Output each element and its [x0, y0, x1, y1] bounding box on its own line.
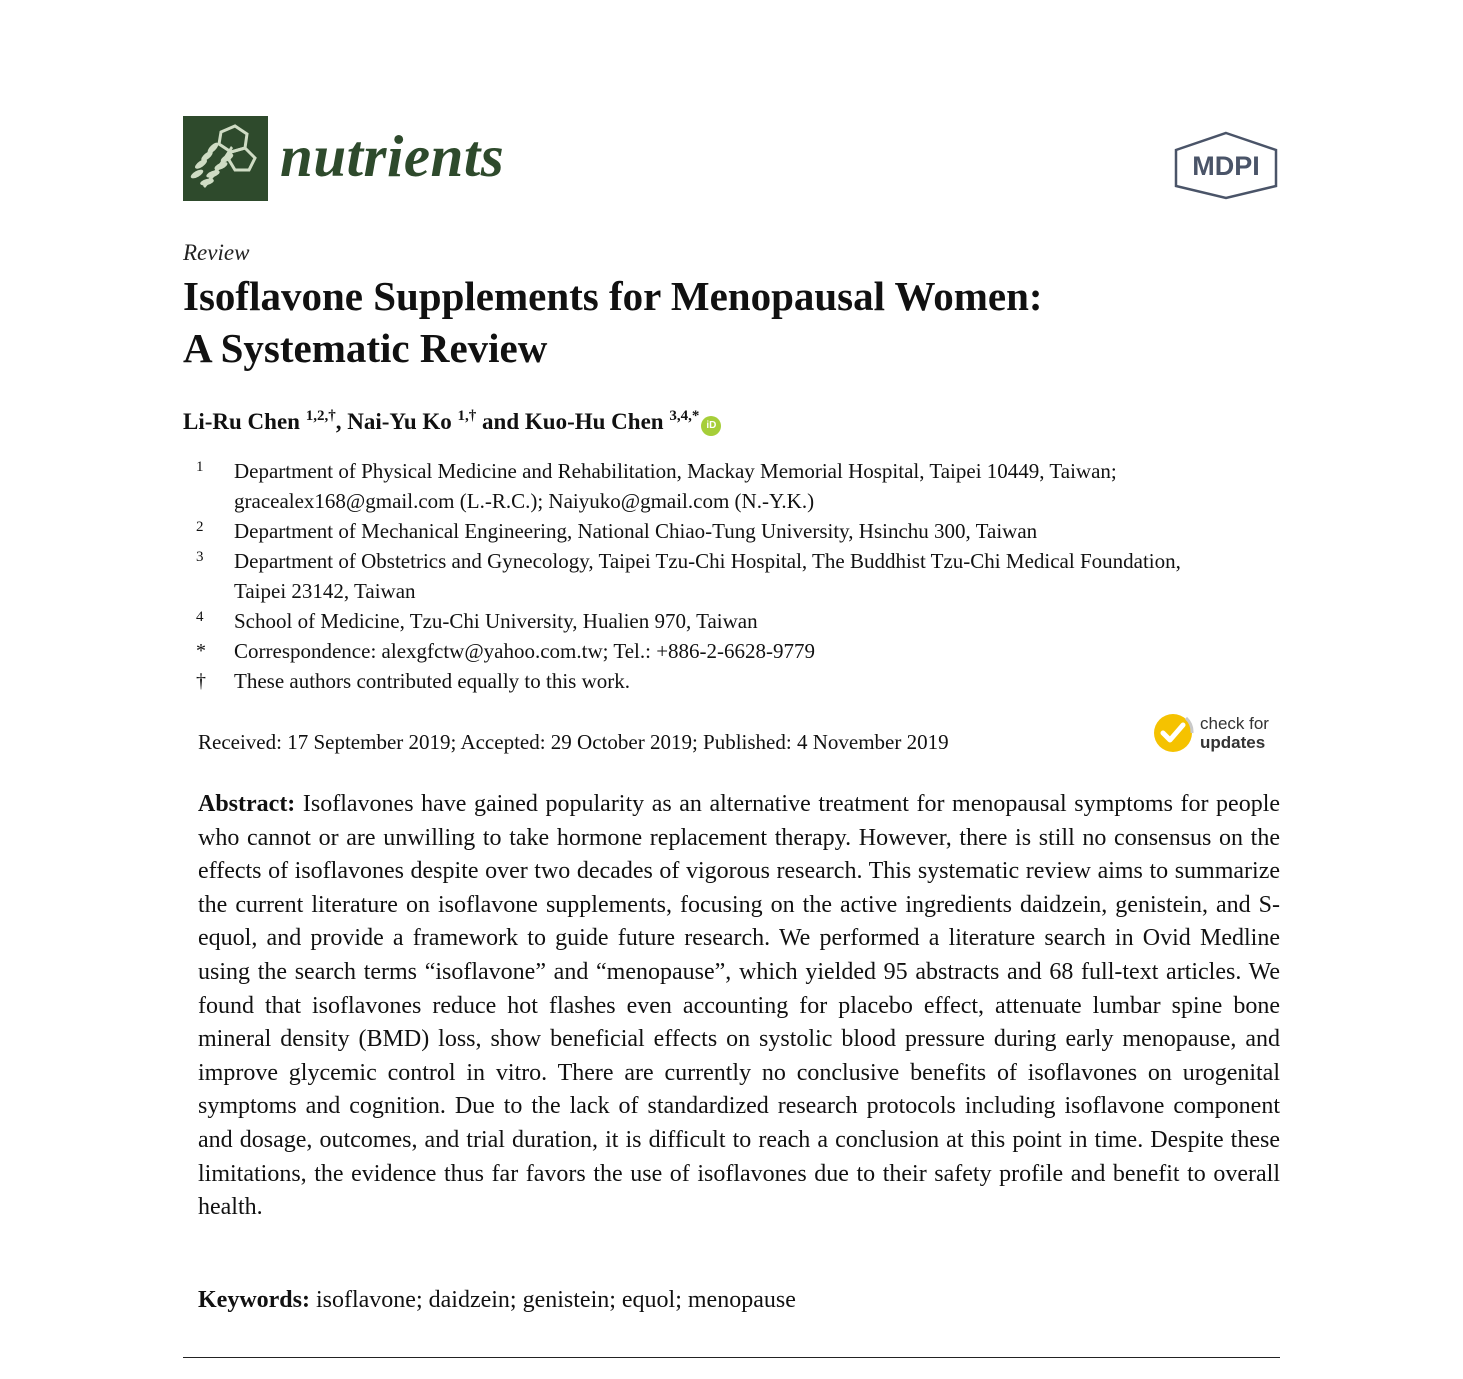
- check-for-updates-button[interactable]: [1152, 712, 1282, 758]
- affiliation-marker: †: [196, 670, 206, 692]
- journal-name: nutrients: [280, 123, 505, 189]
- section-divider: [183, 1357, 1280, 1358]
- keywords-label: Keywords:: [198, 1287, 310, 1313]
- author-affiliation-ref: 1,†: [457, 408, 477, 424]
- author-affiliation-ref: 1,2,†: [305, 408, 336, 424]
- affiliation-marker: 1: [196, 459, 204, 475]
- affiliation-item: [196, 606, 1286, 636]
- title-line-2: A Systematic Review: [183, 325, 548, 371]
- check-updates-line1: check for: [1200, 714, 1269, 733]
- journal-logo-icon: [183, 116, 268, 201]
- affiliation-item: [196, 546, 1286, 606]
- author-affiliation-ref: 3,4,*: [669, 408, 700, 424]
- affiliation-marker: 3: [196, 549, 204, 565]
- affiliation-item: [196, 666, 1286, 696]
- author-name[interactable]: Kuo-Hu Chen: [524, 409, 664, 434]
- abstract-label: Abstract:: [198, 791, 296, 817]
- abstract: [198, 788, 1280, 1225]
- affiliation-marker: 2: [196, 519, 204, 535]
- article-title: [183, 270, 1283, 374]
- affiliation-text: Department of Mechanical Engineering, National Chiao-Tung University, Hsinchu 300, Taiwan: [234, 519, 1038, 543]
- affiliation-item: [196, 516, 1286, 546]
- affiliation-marker: 4: [196, 609, 204, 625]
- affiliation-text: Department of Physical Medicine and Rehabilitation, Mackay Memorial Hospital, Taipei 10449, Taiwan; gracealex168@gmail.com (L.-R.C.); Naiyuko@gmail.com (N.-Y.K.): [234, 459, 1117, 513]
- affiliation-list: [196, 456, 1286, 696]
- author-name[interactable]: Nai-Yu Ko: [347, 409, 452, 434]
- author-separator: and: [476, 409, 525, 434]
- article-type: Review: [183, 240, 250, 265]
- author-name[interactable]: Li-Ru Chen: [183, 409, 300, 434]
- affiliation-text: Department of Obstetrics and Gynecology, Taipei Tzu-Chi Hospital, The Buddhist Tzu-Chi Medical Foundation, Taipei 23142, Taiwan: [234, 549, 1181, 603]
- affiliation-item: [196, 456, 1286, 516]
- correspondence-text: Correspondence: alexgfctw@yahoo.com.tw; Tel.: +886-2-6628-9779: [234, 639, 816, 663]
- affiliation-marker: *: [196, 640, 206, 662]
- keywords: [198, 1287, 796, 1314]
- publisher-name: MDPI: [1192, 151, 1260, 181]
- keywords-text: isoflavone; daidzein; genistein; equol; menopause: [315, 1287, 796, 1313]
- affiliation-text: School of Medicine, Tzu-Chi University, Hualien 970, Taiwan: [234, 609, 758, 633]
- check-updates-line2: updates: [1200, 733, 1266, 752]
- orcid-icon[interactable]: iD: [701, 416, 721, 436]
- title-line-1: Isoflavone Supplements for Menopausal Women:: [183, 273, 1043, 319]
- publication-dates: Received: 17 September 2019; Accepted: 29 October 2019; Published: 4 November 2019: [198, 730, 949, 754]
- author-separator: ,: [335, 409, 348, 434]
- check-updates-icon: [1152, 712, 1194, 754]
- equal-contribution-note: These authors contributed equally to this work.: [234, 669, 630, 693]
- publisher-logo: [1172, 130, 1280, 200]
- abstract-text: Isoflavones have gained popularity as an alternative treatment for menopausal symptoms for people who cannot or are unwilling to take hormone replacement therapy. However, there is still no consensus on the effects of isoflavones despite over two decades of vigorous research. This systematic review aims to summarize the current literature on isoflavone supplements, focusing on the active ingredients daidzein, genistein, and S-equol, and provide a framework to guide future research. We performed a literature search in Ovid Medline using the search terms “isoflavone” and “menopause”, which yielded 95 abstracts and 68 full-text articles. We found that isoflavones reduce hot flashes even accounting for placebo effect, attenuate lumbar spine bone mineral density (BMD) loss, show beneficial effects on systolic blood pressure during early menopause, and improve glycemic control in vitro. There are currently no conclusive benefits of isoflavones on urogenital symptoms and cognition. Due to the lack of standardized research protocols including isoflavone component and dosage, outcomes, and trial duration, it is difficult to reach a conclusion at this point in time. Despite these limitations, the evidence thus far favors the use of isoflavones due to their safety profile and benefit to overall health.: [198, 791, 1281, 1221]
- affiliation-item: [196, 636, 1286, 666]
- author-list: [183, 409, 721, 436]
